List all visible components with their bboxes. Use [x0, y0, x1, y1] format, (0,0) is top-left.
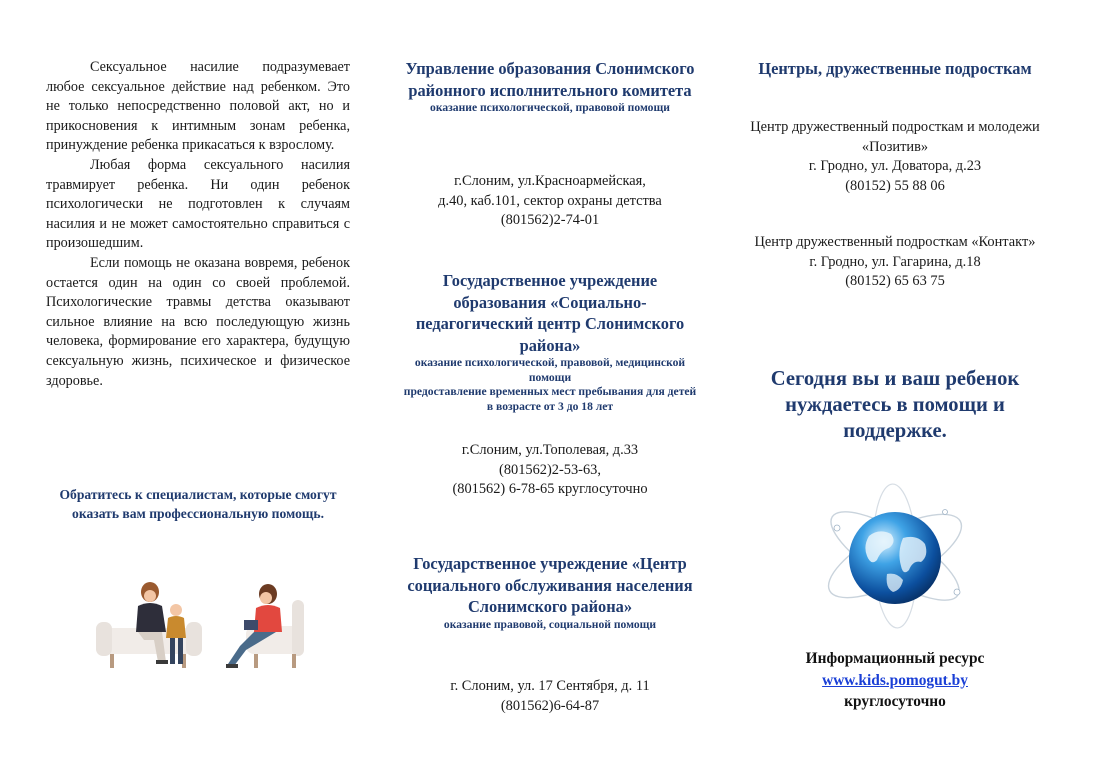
org2-phone-2: (801562) 6-78-65 круглосуточно: [452, 481, 648, 497]
globe-atom-icon: [817, 476, 973, 636]
column-middle: [400, 0, 700, 771]
org2-subtitle-1: оказание психологической, правовой, медицинской помощи: [414, 356, 686, 384]
support-slogan: Сегодня вы и ваш ребенок нуждаетесь в помощи и поддержке.: [770, 368, 1020, 442]
paragraph-3: Если помощь не оказана вовремя, ребенок остается один на один со своей проблемой. Психологические травмы детства оказывают сильное влияние на всю последующую жизнь человека, формирование его характера, будущую сексуальную жизнь, психическое и физическое здоровье.: [46, 254, 350, 389]
paragraph-2: Любая форма сексуального насилия травмирует ребенка. Ни один ребенок психологически не подготовлен к случаям насилия и не может самостоятельно справиться с произошедшим.: [46, 156, 350, 252]
org1-subtitle: оказание психологической, правовой помощи: [430, 101, 670, 114]
info-resource-link[interactable]: www.kids.pomogut.by: [822, 671, 968, 689]
info-resource: [745, 648, 1045, 713]
youth-centers-title: Центры, дружественные подросткам: [758, 59, 1032, 78]
org-education-department: [400, 58, 700, 116]
org2-contacts: [400, 441, 700, 500]
center1-name: Центр дружественный подросткам и молодежи «Позитив»: [750, 119, 1040, 155]
info-resource-label: Информационный ресурс: [805, 650, 985, 667]
org1-title: Управление образования Слонимского районного исполнительного комитета: [405, 59, 695, 100]
org2-phone-1: (801562)2-53-63,: [499, 461, 601, 478]
family-consultation-illustration: [96, 580, 306, 680]
org3-contacts: [400, 677, 700, 716]
specialist-callout: Обратитесь к специалистам, которые смогут оказать вам профессиональную помощь.: [59, 487, 337, 521]
org2-subtitle-2: предоставление временных мест пребывания для детей в возрасте от 3 до 18 лет: [403, 385, 697, 413]
paragraph-1: Сексуальное насилие подразумевает любое сексуальное действие над ребенком. Это не только непосредственно половой акт, но и прикосновения к интимным зонам ребенка, принуждение ребенка прикасаться к взрослому.: [46, 59, 350, 154]
org2-address: г.Слоним, ул.Тополевая, д.33: [461, 442, 639, 458]
org3-phone: (801562)6-64-87: [500, 697, 600, 714]
center2-phone: (80152) 65 63 75: [845, 273, 945, 289]
org3-address: г. Слоним, ул. 17 Сентября, д. 11: [450, 678, 650, 694]
org1-contacts: [400, 172, 700, 231]
center1-phone: (80152) 55 88 06: [845, 177, 945, 194]
center-pozitiv: [745, 118, 1045, 196]
center2-name: Центр дружественный подросткам «Контакт»: [754, 234, 1036, 250]
org3-title: Государственное учреждение «Центр социального обслуживания населения Слонимского района»: [407, 554, 693, 616]
org-social-service-center: [400, 553, 700, 632]
center2-address: г. Гродно, ул. Гагарина, д.18: [809, 253, 981, 270]
org1-phone: (801562)2-74-01: [500, 212, 600, 228]
org2-title: Государственное учреждение образования «Социально-педагогический центр Слонимского района»: [415, 271, 685, 355]
column-right: [745, 0, 1045, 771]
org-social-pedagogical-center: [400, 270, 700, 414]
info-resource-suffix: круглосуточно: [844, 693, 946, 710]
org1-address-line2: д.40, каб.101, сектор охраны детства: [438, 192, 662, 209]
org3-subtitle: оказание правовой, социальной помощи: [443, 617, 657, 631]
abuse-description: [46, 58, 350, 391]
column-left: [46, 0, 350, 771]
center1-address: г. Гродно, ул. Доватора, д.23: [808, 158, 982, 174]
center-kontakt: [745, 233, 1045, 292]
org1-address-line1: г.Слоним, ул.Красноармейская,: [454, 173, 646, 189]
